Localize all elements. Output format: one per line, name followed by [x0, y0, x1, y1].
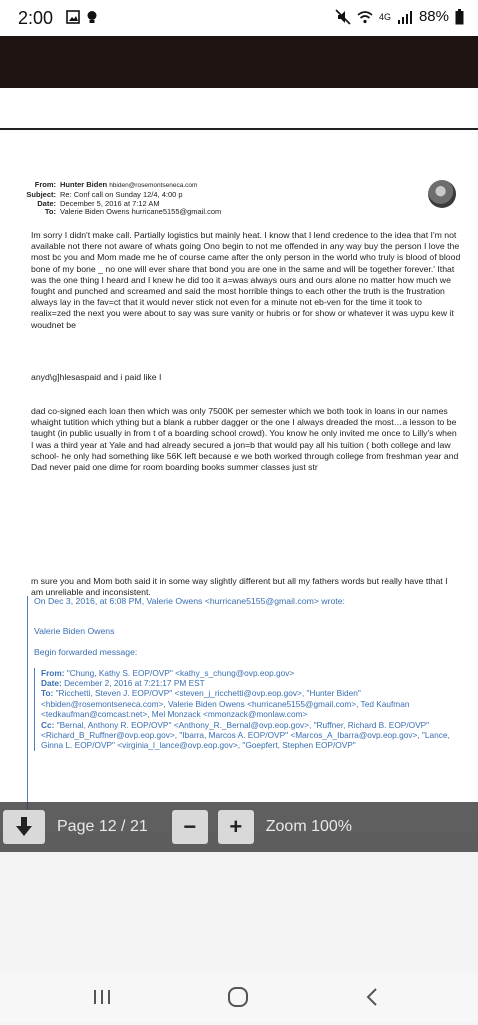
mute-icon: [335, 9, 351, 25]
network-type: 4G: [378, 11, 391, 22]
fwd-cc-value: "Bernal, Anthony R. EOP/OVP" <Anthony_R._Bernal@ovp.eop.gov>, "Ruffner, Richard B. EOP/OVP" <Richard_B_Ruffner@ovp.eop.gov>, "Ibarra, Marcos A. EOP/OVP" <Marcos_A_Ibarra@ovp.eop.gov>, "Lance, Ginna L. EOP/OVP" <virginia_l_lance@ovp.eop.gov>, "Goepfert, Stephen EOP/OVP": [41, 719, 450, 751]
zoom-in-button[interactable]: +: [218, 810, 254, 844]
quote-attribution: On Dec 3, 2016, at 6:08 PM, Valerie Owens <hurricane5155@gmail.com> wrote:: [34, 596, 345, 606]
page-divider: [0, 128, 478, 130]
wifi-icon: [357, 10, 373, 24]
back-button[interactable]: [352, 984, 392, 1010]
home-button[interactable]: [218, 984, 258, 1010]
download-button[interactable]: [3, 810, 45, 844]
to-value: Valerie Biden Owens hurricane5155@gmail.com: [60, 207, 222, 217]
sender-avatar: [428, 180, 456, 208]
zoom-level: Zoom 100%: [265, 818, 353, 835]
home-icon: [227, 986, 249, 1008]
status-bar: [0, 0, 478, 36]
email-header: [0, 181, 440, 217]
subject-value: Re: Conf call on Sunday 12/4, 4:00 p: [60, 189, 183, 199]
fwd-from-value: "Chung, Kathy S. EOP/OVP" <kathy_s_chung@ovp.eop.gov>: [66, 667, 295, 678]
body-paragraph-1: Im sorry I didn't make call. Partially logistics but mainly heat. I know that I lend credence to the idea that I'm not available not there not aware of whats going Ono begin to not me offended in any way buy the person I love the most bc you and Mom made me he of course came after the only person in the world who truly is blood of blood bone of my bone _ no one will ever share that bond you are one in the same and will be together forever.' Ithat was the one thing I heard and I knew he did too it a=was always ours and ours alone no matter how much we fought and punched and screamed and said the most horrible things to each other the truth is the frustration always lay in the fav=ct that it would never stick not even for a minute not eb-ven for the time it took to realix=zed the next you were about to say was sure vanity or hubris or for show or whatever it was uypu kew it woudnet be: [31, 230, 461, 330]
quote-signature: Valerie Biden Owens: [34, 626, 115, 637]
date-value: December 5, 2016 at 7:12 AM: [60, 198, 160, 208]
gallery-notification-icon: [66, 10, 80, 24]
begin-forwarded-label: Begin forwarded message:: [34, 647, 138, 658]
fwd-date-label: Date:: [41, 678, 62, 689]
fwd-cc-label: Cc:: [41, 719, 55, 730]
signal-icon: [397, 10, 413, 24]
to-label: To:: [44, 207, 56, 217]
forwarded-header: [34, 668, 464, 751]
status-time: 2:00: [18, 8, 54, 28]
fwd-to-label: To:: [41, 688, 54, 699]
battery-percent: 88%: [418, 8, 449, 25]
fwd-to-value: "Ricchetti, Steven J. EOP/OVP" <steven_j_ricchetti@ovp.eop.gov>, "Hunter Biden" <hbiden@rosemontseneca.com>, Valerie Biden Owens <hurricane5155@gmail.com>, Ted Kaufman <tedkaufman@comcast.net>, Mel Monzack <mmonzack@monlaw.com>: [41, 688, 410, 720]
from-email: hbiden@rosemontseneca.com: [109, 182, 198, 189]
viewer-header-band: [0, 36, 478, 88]
page-indicator: Page 12 / 21: [57, 818, 148, 835]
recent-apps-button[interactable]: [82, 984, 122, 1010]
body-paragraph-3: dad co-signed each loan then which was only 7500K per semester which we both took in loans in our names whaight tutition which ything but a blank a rubber dagger or the one I always dreaded the most…a lesson to be taught (in public usually in from t of a boarding school crowd). You know he only invited me once to Lilly's when I was a third year at Yale and had already secured a jon=b that would pay all his tuition ( both college and law school- he only had something like 56K left because e we both worked through college from freshman year and Dad never paid one dime for room boarding books summer classes just str: [31, 406, 459, 473]
download-icon: [14, 816, 34, 838]
body-paragraph-2: anyd\g]hlesaspaid and i paid like I: [31, 372, 162, 382]
battery-icon: [455, 9, 464, 25]
navigation-bar: [0, 972, 478, 1022]
bulb-notification-icon: [86, 10, 98, 25]
quoted-message: [27, 596, 464, 833]
body-paragraph-4: m sure you and Mom both said it in some way slightly different but all my fathers words but really have tthat I am unreliable and inconsistent.: [31, 576, 448, 598]
pdf-toolbar: [0, 802, 478, 852]
subject-label: Subject:: [26, 189, 56, 199]
date-label: Date:: [37, 198, 56, 208]
from-name: Hunter Biden: [60, 180, 108, 189]
back-icon: [365, 987, 379, 1007]
zoom-out-button[interactable]: −: [172, 810, 208, 844]
fwd-date-value: December 2, 2016 at 7:21:17 PM EST: [64, 678, 205, 689]
fwd-from-label: From:: [41, 667, 65, 678]
from-label: From:: [34, 180, 56, 189]
recent-apps-icon: [92, 988, 112, 1006]
pdf-page: [0, 88, 478, 833]
